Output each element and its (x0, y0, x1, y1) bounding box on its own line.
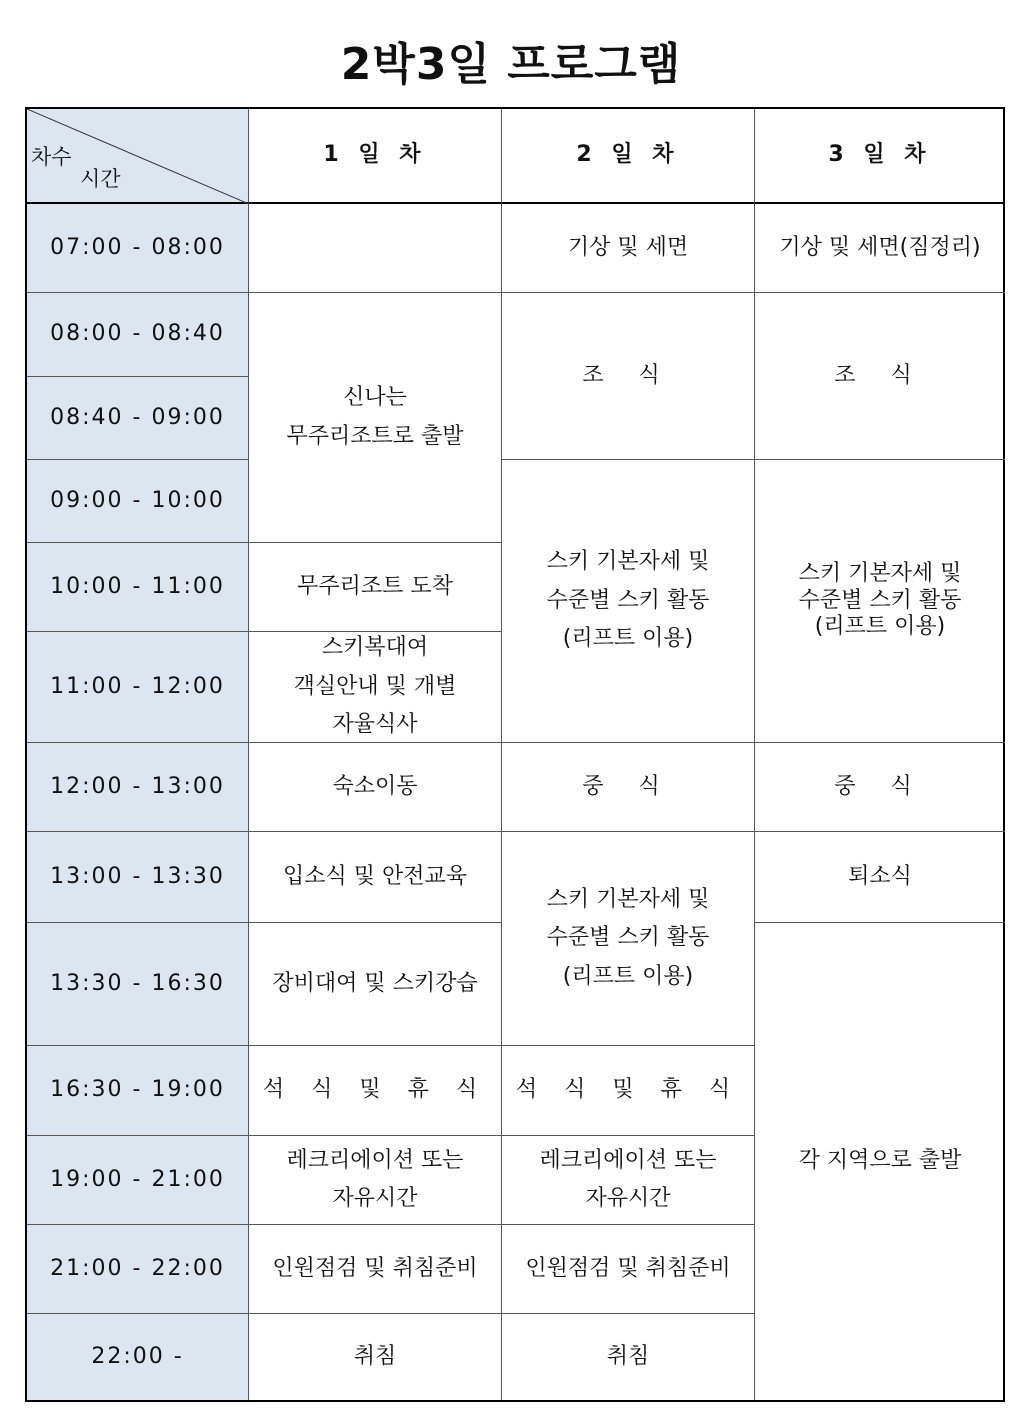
day2-lunch: 중 식 (502, 743, 755, 832)
time-cell: 10:00 - 11:00 (27, 543, 249, 632)
day2-sleep: 취침 (502, 1314, 755, 1400)
day2-breakfast: 조 식 (502, 293, 755, 460)
day2-recreation: 레크리에이션 또는 자유시간 (502, 1136, 755, 1225)
day3-depart: 각 지역으로 출발 (798, 1148, 962, 1174)
header-day1: 1 일 차 (249, 109, 502, 204)
day3-closing: 퇴소식 (755, 832, 1005, 923)
day2-check: 인원점검 및 취침준비 (502, 1225, 755, 1314)
day2-ski-am: 스키 기본자세 및 수준별 스키 활동 (리프트 이용) (502, 460, 755, 743)
header-corner-bottom-label: 시간 (80, 167, 121, 191)
time-cell: 08:40 - 09:00 (27, 377, 249, 460)
day3-breakfast: 조 식 (755, 293, 1005, 460)
day1-sleep: 취침 (249, 1314, 502, 1400)
time-cell: 11:00 - 12:00 (27, 632, 249, 743)
time-cell: 19:00 - 21:00 (27, 1136, 249, 1225)
day3-lunch: 중 식 (755, 743, 1005, 832)
time-cell: 13:30 - 16:30 (27, 923, 249, 1046)
header-corner (27, 109, 249, 204)
day1-recreation: 레크리에이션 또는 자유시간 (249, 1136, 502, 1225)
day1-empty-cell (249, 204, 502, 293)
day1-lesson: 장비대여 및 스키강습 (249, 923, 502, 1046)
header-day2: 2 일 차 (502, 109, 755, 204)
day3-wake: 기상 및 세면(짐정리) (755, 204, 1005, 293)
schedule-table (25, 107, 1005, 1402)
day1-arrive: 무주리조트 도착 (249, 543, 502, 632)
day3-ski: 스키 기본자세 및 수준별 스키 활동 (리프트 이용) (755, 460, 1005, 743)
header-corner-top-label: 차수 (31, 145, 72, 169)
day1-move: 숙소이동 (249, 743, 502, 832)
day1-depart: 신나는 무주리조트로 출발 (249, 293, 502, 543)
time-cell: 07:00 - 08:00 (27, 204, 249, 293)
header-day3: 3 일 차 (755, 109, 1005, 204)
time-cell: 12:00 - 13:00 (27, 743, 249, 832)
time-cell: 16:30 - 19:00 (27, 1046, 249, 1136)
day1-dinner: 석 식 및 휴 식 (249, 1046, 502, 1136)
time-cell: 09:00 - 10:00 (27, 460, 249, 543)
day2-wake: 기상 및 세면 (502, 204, 755, 293)
day1-ceremony: 입소식 및 안전교육 (249, 832, 502, 923)
time-cell: 13:00 - 13:30 (27, 832, 249, 923)
day1-check: 인원점검 및 취침준비 (249, 1225, 502, 1314)
time-cell: 21:00 - 22:00 (27, 1225, 249, 1314)
time-cell: 08:00 - 08:40 (27, 293, 249, 377)
page-title: 2박3일 프로그램 (340, 39, 682, 90)
time-cell: 22:00 - (27, 1314, 249, 1400)
day2-ski-pm: 스키 기본자세 및 수준별 스키 활동 (리프트 이용) (502, 832, 755, 1046)
day2-dinner: 석 식 및 휴 식 (502, 1046, 755, 1136)
day1-rental: 스키복대여 객실안내 및 개별 자율식사 (249, 632, 502, 743)
